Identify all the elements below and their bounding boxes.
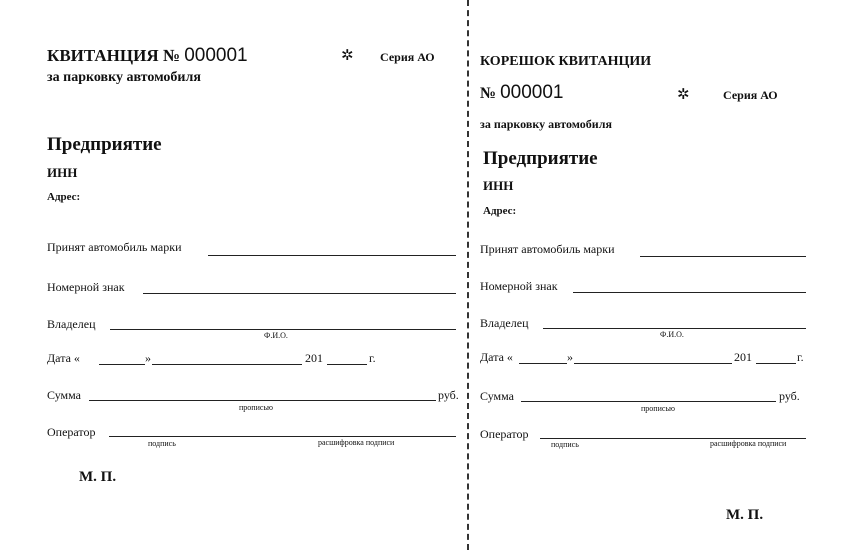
star-ornament-icon: ✲ <box>677 87 690 103</box>
year-label: 201 <box>305 351 323 365</box>
receipt-series: Серия АО <box>380 50 435 64</box>
stub-owner-hint: Ф.И.О. <box>660 330 684 339</box>
stub-amount-hint: прописью <box>641 404 676 413</box>
stub-amount-field[interactable] <box>521 401 776 402</box>
stub-owner-field[interactable] <box>543 328 806 329</box>
stub-subtitle: за парковку автомобиля <box>480 117 612 131</box>
currency-label: руб. <box>438 388 459 402</box>
receipt-title: КВИТАНЦИЯ № 000001 <box>47 45 248 66</box>
stub-plate-field[interactable] <box>573 292 806 293</box>
stub-date-mid: » <box>567 350 573 364</box>
stub-car-brand-field[interactable] <box>640 256 806 257</box>
operator-label: Оператор <box>47 425 96 439</box>
owner-label: Владелец <box>47 317 96 331</box>
cut-line <box>467 0 469 550</box>
stub-address-label: Адрес: <box>483 205 517 217</box>
plate-field[interactable] <box>143 293 456 294</box>
stub-decode-hint: расшифровка подписи <box>710 439 787 448</box>
receipt-subtitle: за парковку автомобиля <box>47 70 201 85</box>
inn-label: ИНН <box>47 165 78 180</box>
plate-label: Номерной знак <box>47 280 125 294</box>
stub-company-label: Предприятие <box>483 148 598 169</box>
date-prefix: Дата « <box>47 351 80 365</box>
stub-title: КОРЕШОК КВИТАНЦИИ <box>480 54 652 69</box>
stub-number: № 000001 <box>480 82 564 103</box>
receipt-number: 000001 <box>184 45 248 66</box>
stub-owner-label: Владелец <box>480 316 529 330</box>
amount-field[interactable] <box>89 400 436 401</box>
stub-date-day-field[interactable] <box>519 363 567 364</box>
address-label: Адрес: <box>47 191 81 203</box>
owner-field[interactable] <box>110 329 456 330</box>
stub-stamp-label: М. П. <box>726 507 764 523</box>
car-brand-field[interactable] <box>208 255 456 256</box>
date-day-field[interactable] <box>99 364 145 365</box>
stub-car-brand-label: Принят автомобиль марки <box>480 242 615 256</box>
amount-hint: прописью <box>239 403 274 412</box>
date-mid: » <box>145 351 151 365</box>
operator-field[interactable] <box>109 436 456 437</box>
year-suffix: г. <box>369 351 376 365</box>
car-brand-label: Принят автомобиль марки <box>47 240 182 254</box>
stub-date-prefix: Дата « <box>480 350 513 364</box>
stub-series: Серия АО <box>723 88 778 102</box>
stub-inn-label: ИНН <box>483 178 514 193</box>
decode-hint: расшифровка подписи <box>318 438 395 447</box>
amount-label: Сумма <box>47 388 81 402</box>
stub-year-label: 201 <box>734 350 752 364</box>
stub-sign-hint: подпись <box>551 440 579 449</box>
stub-currency-label: руб. <box>779 389 800 403</box>
company-label: Предприятие <box>47 134 162 155</box>
year-field[interactable] <box>327 364 367 365</box>
stub-date-month-field[interactable] <box>574 363 732 364</box>
stub-year-suffix: г. <box>797 350 804 364</box>
stub-amount-label: Сумма <box>480 389 514 403</box>
star-ornament-icon: ✲ <box>341 48 354 64</box>
stamp-label: М. П. <box>79 469 117 485</box>
sign-hint: подпись <box>148 439 176 448</box>
date-month-field[interactable] <box>152 364 302 365</box>
stub-operator-label: Оператор <box>480 427 529 441</box>
stub-year-field[interactable] <box>756 363 796 364</box>
owner-hint: Ф.И.О. <box>264 331 288 340</box>
stub-plate-label: Номерной знак <box>480 279 558 293</box>
